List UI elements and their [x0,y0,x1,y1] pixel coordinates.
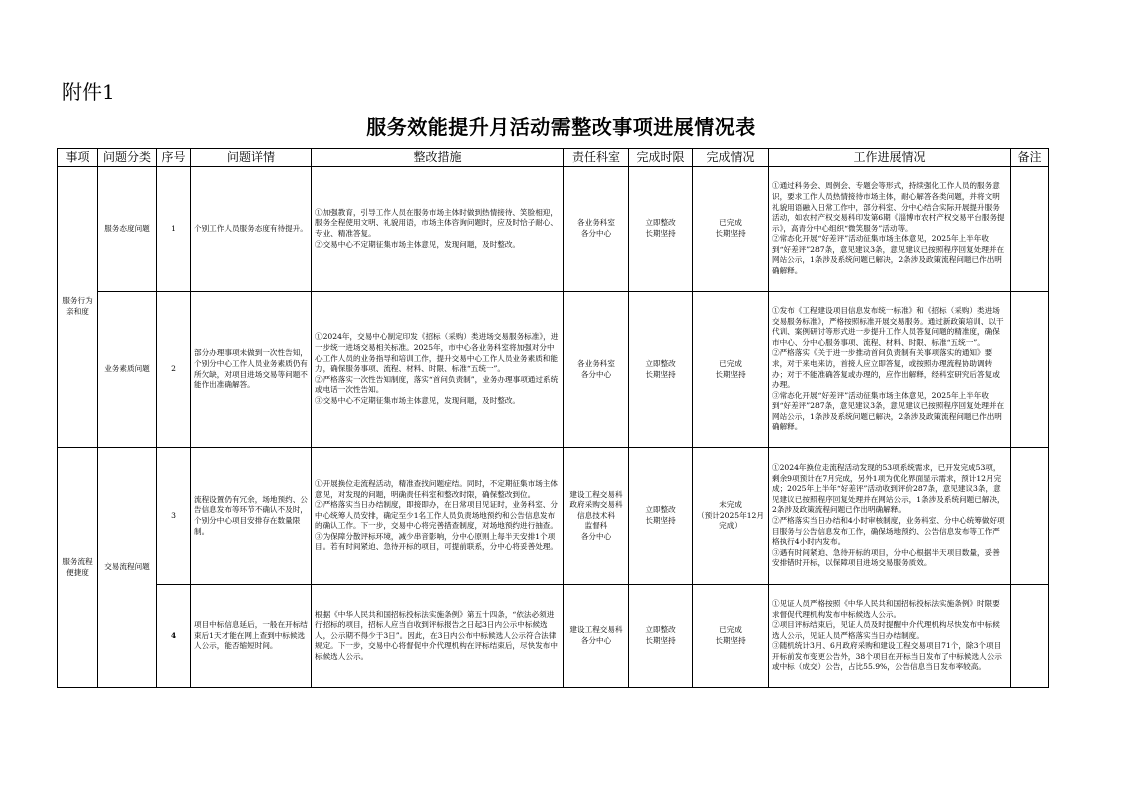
seq-cell: 4 [157,585,191,688]
status-line: 长期坚持 [715,369,746,379]
dept-cell [564,292,629,448]
status-cell [693,585,769,688]
seq-cell: 3 [157,448,191,585]
seq-cell: 2 [157,292,191,448]
header-seq: 序号 [157,149,191,167]
dept-line: 各分中心 [580,229,612,238]
header-item: 事项 [58,149,98,167]
status-line: （预计2025年12月 [697,510,764,520]
header-deadline: 完成时限 [629,149,693,167]
header-status: 完成情况 [693,149,769,167]
deadline-line: 立即整改 [645,505,676,515]
deadline-line: 立即整改 [645,625,676,635]
dept-line: 各业务科室 [577,218,615,228]
category-cell: 交易流程问题 [98,448,157,688]
progress-line: ①通过科务会、周例会、专题会等形式，持续强化工作人员的服务意识，要求工作人员热情接待市场主体，耐心解答各类问题，并将文明礼貌用语融入日常工作中，部分科室、分中心结合实际开展提升服务活动，如农村产权交易科印发第6期《淄博市农村产权交易平台服务提示》，高青分中心组织“微笑服务”活动等。 [772,181,1005,233]
group-cell: 服务行为亲和度 [58,167,98,448]
measure-line: ②严格落实当日办结制度，即接即办，在日常项目见证时，业务科室、分中心统筹人员安排，确定至少1名工作人员负责场地预约和公告信息发布的确认工作。下一步，交易中心将完善措查制度，对场地预约进行抽查。 [315,500,558,531]
deadline-cell [629,292,693,448]
progress-cell [769,585,1011,688]
measure-line: ①加强教育，引导工作人员在服务市场主体时做到热情接待、笑脸相迎，服务全程使用文明、礼貌用语，市场主体咨询问题时，应及时恰子耐心、专业、精准答复。 [315,207,558,238]
progress-line: ②严格落实《关于进一步推动首问负责制有关事项落实的通知》要求，对于来电来访，首接人应立即答复，或按照办理流程协助调转办；对于不能准确答复或办理的，应作出解释，经科室研究后答复或办理。 [772,348,1000,390]
status-line: 已完成 [719,358,742,368]
progress-line: ②严格落实当日办结和4小时审核制度，业务科室、分中心统筹做好项目服务与公告信息发布工作，确保场地预约、公告信息发布等工作严格执行4小时内发布。 [772,516,1005,547]
measure-line: ②交易中心不定期征集市场主体意见，发现问题，及时整改。 [315,239,521,249]
note-cell [1011,167,1049,292]
measure-line: 根据《中华人民共和国招标投标法实施条例》第五十四条，“依法必须进行招标的项目，招标人应当自收到评标报告之日起3日内公示中标候选人，公示期不得少于3日”。因此，在3日内公布中标候选人公示符合法律规定。下一步，交易中心将督促中介代理机构在评标结束后，尽快发布中标候选人公示。 [315,609,558,661]
dept-cell [564,585,629,688]
dept-line: 监督科 [584,521,608,531]
status-cell [693,292,769,448]
progress-line: ③遇有时间紧迫、急待开标的项目，分中心根据半天项目数量，妥善安排错时开标，以保障项目进场交易服务质效。 [772,547,1000,568]
dept-line: 建设工程交易科 [569,489,623,499]
progress-cell [769,448,1011,585]
note-cell [1011,448,1049,585]
measures-cell [312,167,564,292]
measure-line: ①开展换位走流程活动，精准查找问题症结。同时，不定期征集市场主体意见，对发现的问题，明确责任科室和整改时限，确保整改到位。 [315,478,558,499]
category-cell: 业务素质问题 [98,292,157,448]
measure-line: ①2024年，交易中心制定印发《招标（采购）类进场交易服务标准》，进一步统一进场交易相关标准。2025年，市中心各业务科室将加强对分中心工作人员的业务指导和培训工作，提升交易中心工作人员业务素质和能力，确保服务事项、流程、材料、时限、标准“五统一”。 [315,332,559,374]
detail-cell: 个别工作人员服务态度有待提升。 [191,167,312,292]
status-line: 已完成 [719,218,742,228]
status-cell [693,167,769,292]
header-progress: 工作进展情况 [769,149,1011,167]
page-title: 服务效能提升月活动需整改事项进展情况表 [366,115,756,139]
note-cell [1011,585,1049,688]
header-detail: 问题详情 [191,149,312,167]
category-cell: 服务态度问题 [98,167,157,292]
detail-cell: 流程设置仍有冗余，场地预约、公告信息发布等环节不确认不及时，个别分中心项目安排存在数量限制。 [191,448,312,585]
status-line: 完成） [719,521,742,531]
deadline-line: 立即整改 [645,218,676,228]
dept-cell [564,448,629,585]
attachment-label: 附件1 [62,80,115,104]
status-line: 长期坚持 [715,229,746,238]
header-dept: 责任科室 [564,149,629,167]
measures-cell [312,585,564,688]
dept-line: 政府采购交易科 [569,500,623,510]
dept-line: 信息技术科 [577,510,615,520]
header-note: 备注 [1011,149,1049,167]
table-row [58,448,1049,585]
progress-cell [769,292,1011,448]
dept-cell [564,167,629,292]
progress-line: ①发布《工程建设项目信息发布统一标准》和《招标（采购）类进场交易服务标准》，严格按照标准开展交易服务。通过新政策培训、以干代训、案例研讨等形式进一步提升工作人员答复问题的精准度，确保市中心、分中心服务事项、流程、材料、时限、标准“五统一”。 [772,305,1004,347]
measure-line: ②严格落实一次性告知制度，落实“首问负责制”，业务办理事项通过系统或电话一次性告知。 [315,374,559,395]
dept-line: 建设工程交易科 [569,625,623,635]
detail-cell: 部分办理事项未做到一次性告知，个别分中心工作人员业务素质仍有所欠缺，对项目进场交易等问题不能作出准确解答。 [191,292,312,448]
deadline-cell [629,585,693,688]
progress-line: ③随机统计3月、6月政府采购和建设工程交易项目71个，除3个项目开标前发布变更公告外，38个项目在开标当日发布了中标候选人公示或中标（成交）公告，占比55.9%，公告信息当日发布率较高。 [772,641,1002,672]
dept-line: 各分中心 [580,636,612,645]
progress-line: ①见证人员严格按照《中华人民共和国招标投标法实施条例》时限要求督促代理机构发布中标候选人公示。 [772,598,1000,619]
deadline-line: 长期坚持 [645,516,676,525]
dept-line: 各分中心 [580,531,612,541]
deadline-cell [629,167,693,292]
progress-table [57,148,1049,688]
status-line: 未完成 [719,500,742,510]
status-cell [693,448,769,585]
dept-line: 各分中心 [580,369,612,379]
seq-cell: 1 [157,167,191,292]
deadline-line: 长期坚持 [645,636,676,645]
note-cell [1011,292,1049,448]
deadline-cell [629,448,693,585]
progress-line: ③常态化开展“好差评”活动征集市场主体意见，2025年上半年收到“好差评”287条，意见建议3条，意见建议已按照程序回复处理并在网站公示，1条涉及系统问题已解决，2条涉及政策流程问题已作出明确解释。 [772,390,1005,432]
group-cell: 服务流程便捷度 [58,448,98,688]
table-row [58,585,1049,688]
header-category: 问题分类 [98,149,157,167]
progress-cell [769,167,1011,292]
progress-line: ②常态化开展“好差评”活动征集市场主体意见，2025年上半年收到“好差评”287条，意见建议3条，意见建议已按照程序回复处理并在网站公示，1条涉及系统问题已解决，2条涉及政策流程问题已作出明确解释。 [772,234,1005,276]
table-row [58,167,1049,292]
deadline-line: 长期坚持 [645,229,676,238]
detail-cell: 项目中标信息延后，一般在开标结束后1天才能在网上查到中标候选人公示，能否缩短时间。 [191,585,312,688]
progress-line: ②项目评标结束后，见证人员及时提醒中介代理机构尽快发布中标候选人公示，见证人员严格落实当日办结制度。 [772,620,1000,640]
table-header-row [58,149,1049,167]
table-row [58,292,1049,448]
measure-line: ③为保障分散评标环境，减少串音影响，分中心原则上每半天安排1个项目。若有时间紧迫、急待开标的项目，可提前联系，分中心将妥善处理。 [315,531,558,552]
status-line: 长期坚持 [715,636,746,645]
deadline-line: 立即整改 [645,358,676,368]
dept-line: 各业务科室 [577,358,615,368]
measures-cell [312,448,564,585]
progress-line: ①2024年换位走流程活动发现的53项系统需求，已开发完成53项，剩余9项预计在7月完成，另外1项为优化界面显示需求，预计12月完成；2025年上半年“好差评”活动收到评价287条，意见建议3条，意见建议已按照程序回复处理并在网站公示，1条涉及系统问题已解决，2条涉及政策流程问题已作出明确解释。 [772,463,1005,515]
deadline-line: 长期坚持 [645,369,676,379]
measure-line: ③交易中心不定期征集市场主体意见，发现问题，及时整改。 [315,395,521,405]
measures-cell [312,292,564,448]
header-measures: 整改措施 [312,149,564,167]
status-line: 已完成 [719,625,742,635]
